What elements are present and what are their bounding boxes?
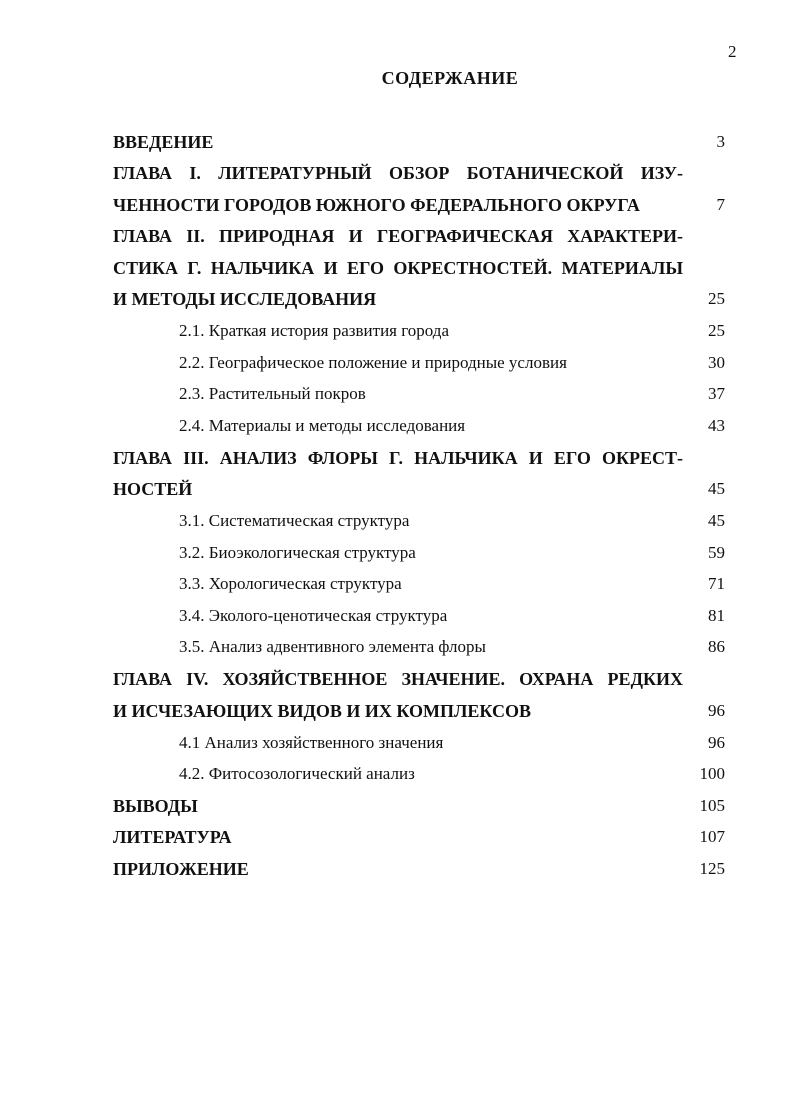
- toc-page-section-3-2: 59: [708, 543, 725, 562]
- toc-page-section-2-3: 37: [708, 384, 725, 403]
- toc-section-3-5: 3.5. Анализ адвентивного элемента флоры: [179, 637, 486, 656]
- toc-page-appendix: 125: [699, 859, 725, 878]
- toc-chapter-3-line-1: ГЛАВА III. АНАЛИЗ ФЛОРЫ Г. НАЛЬЧИКА И ЕГО ОКРЕСТ-: [113, 448, 683, 468]
- toc-entry-appendix: ПРИЛОЖЕНИЕ: [113, 859, 249, 879]
- toc-section-4-1: 4.1 Анализ хозяйственного значения: [179, 733, 444, 752]
- toc-section-2-2: 2.2. Географическое положение и природные условия: [179, 353, 567, 372]
- toc-section-3-2: 3.2. Биоэкологическая структура: [179, 543, 416, 562]
- toc-page-section-3-5: 86: [708, 637, 725, 656]
- toc-chapter-4-line-2: И ИСЧЕЗАЮЩИХ ВИДОВ И ИХ КОМПЛЕКСОВ: [113, 701, 532, 721]
- toc-page-section-4-2: 100: [699, 764, 725, 783]
- toc-section-2-3: 2.3. Растительный покров: [179, 384, 366, 403]
- toc-page-chapter-4: 96: [708, 701, 725, 720]
- toc-page-section-2-2: 30: [708, 353, 725, 372]
- toc-chapter-2-line-3: И МЕТОДЫ ИССЛЕДОВАНИЯ: [113, 289, 377, 309]
- toc-chapter-1-line-1: ГЛАВА I. ЛИТЕРАТУРНЫЙ ОБЗОР БОТАНИЧЕСКОЙ ИЗУ-: [113, 163, 683, 183]
- toc-entry-intro: ВВЕДЕНИЕ: [113, 132, 214, 152]
- toc-section-2-1: 2.1. Краткая история развития города: [179, 321, 449, 340]
- toc-section-3-1: 3.1. Систематическая структура: [179, 511, 410, 530]
- toc-chapter-2-line-2: СТИКА Г. НАЛЬЧИКА И ЕГО ОКРЕСТНОСТЕЙ. МАТЕРИАЛЫ: [113, 258, 683, 278]
- toc-section-3-3: 3.3. Хорологическая структура: [179, 574, 402, 593]
- toc-page-section-3-3: 71: [708, 574, 725, 593]
- toc-chapter-2-line-1: ГЛАВА II. ПРИРОДНАЯ И ГЕОГРАФИЧЕСКАЯ ХАРАКТЕРИ-: [113, 226, 683, 246]
- toc-page-chapter-2: 25: [708, 289, 725, 308]
- toc-entry-literature: ЛИТЕРАТУРА: [113, 827, 232, 847]
- toc-page-section-3-4: 81: [708, 606, 725, 625]
- toc-chapter-4-line-1: ГЛАВА IV. ХОЗЯЙСТВЕННОЕ ЗНАЧЕНИЕ. ОХРАНА РЕДКИХ: [113, 669, 683, 689]
- page-title: СОДЕРЖАНИЕ: [381, 68, 519, 88]
- toc-page-section-2-1: 25: [708, 321, 725, 340]
- toc-section-3-4: 3.4. Эколого-ценотическая структура: [179, 606, 448, 625]
- toc-section-4-2: 4.2. Фитосозологический анализ: [179, 764, 415, 783]
- toc-page-section-4-1: 96: [708, 733, 725, 752]
- toc-page-intro: 3: [716, 132, 725, 151]
- toc-page-section-2-4: 43: [708, 416, 725, 435]
- toc-page-chapter-1: 7: [716, 195, 725, 214]
- page-number: 2: [728, 42, 737, 61]
- toc-section-2-4: 2.4. Материалы и методы исследования: [179, 416, 466, 435]
- toc-chapter-1-line-2: ЧЕННОСТИ ГОРОДОВ ЮЖНОГО ФЕДЕРАЛЬНОГО ОКРУГА: [113, 195, 640, 215]
- toc-entry-conclusions: ВЫВОДЫ: [113, 796, 198, 816]
- toc-page-literature: 107: [699, 827, 725, 846]
- toc-page-conclusions: 105: [699, 796, 725, 815]
- toc-page-chapter-3: 45: [708, 479, 725, 498]
- toc-page-section-3-1: 45: [708, 511, 725, 530]
- toc-chapter-3-line-2: НОСТЕЙ: [113, 479, 193, 499]
